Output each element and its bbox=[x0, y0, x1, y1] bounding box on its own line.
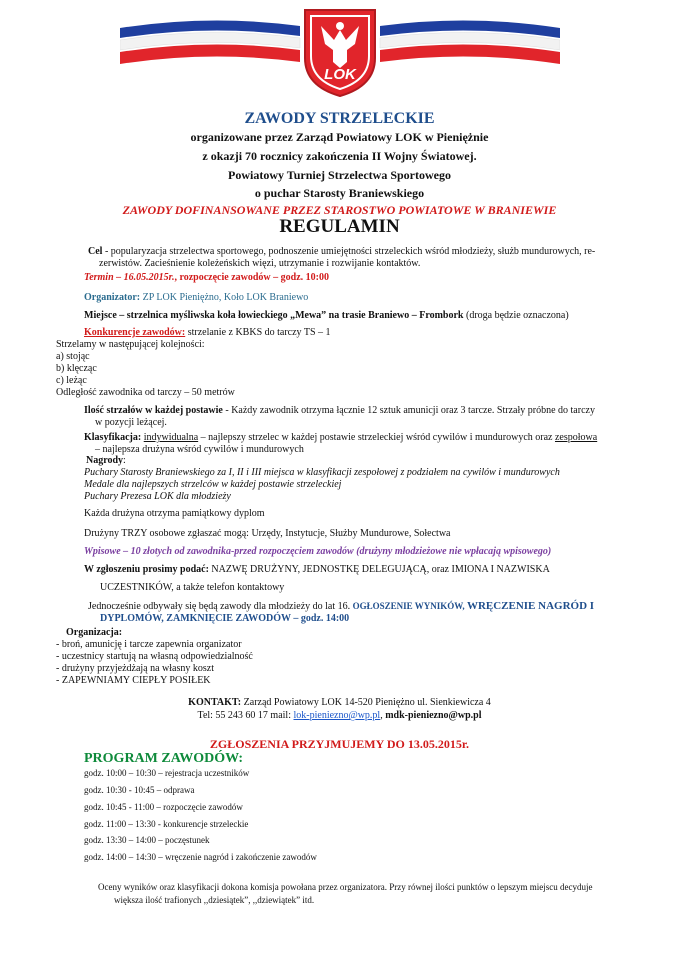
organizacja-label: Organizacja: bbox=[66, 627, 123, 638]
ilosc-line2: w pozycji leżącej. bbox=[95, 417, 167, 428]
ilosc-label: Ilość strzałów w każdej postawie bbox=[84, 405, 223, 416]
subtitle-organized: organizowane przez Zarząd Powiatowy LOK w Pieniężnie bbox=[190, 130, 489, 144]
position-item: c) leżąc bbox=[56, 375, 87, 386]
zgloszenia-deadline: ZGŁOSZENIA PRZYJMUJEMY DO 13.05.2015r. bbox=[209, 737, 470, 751]
kontakt-tel-line bbox=[0, 710, 679, 721]
logo-text: LOK bbox=[324, 66, 356, 83]
mail-link-lok[interactable]: lok-pieniezno@wp.pl bbox=[293, 710, 381, 721]
lok-logo bbox=[301, 6, 379, 98]
nagrody-heading bbox=[86, 455, 126, 466]
druzyny-text: Drużyny TRZY osobowe zgłaszać mogą: Urzędy, Instytucje, Służby Mundurowe, Sołectwa bbox=[84, 528, 451, 539]
position-item: b) klęcząc bbox=[56, 363, 97, 374]
miejsce-line bbox=[84, 310, 569, 321]
nagrody-item: Puchary Starosty Braniewskiego za I, II i III miejsca w klasyfikacji zespołowej z podziałem na cywilów i mundurowych bbox=[84, 467, 560, 478]
kontakt-line bbox=[0, 697, 679, 708]
position-item: a) stojąc bbox=[56, 351, 90, 362]
mlodziez-line1 bbox=[88, 600, 594, 612]
termin-label: Termin – 16.05.2015r. bbox=[84, 272, 175, 283]
kontakt-sep: , bbox=[380, 710, 386, 721]
oceny-line2: większa ilość trafionych ,,dziesiątek”, ,,dziewiątek” itd. bbox=[114, 895, 315, 905]
program-item: godz. 13:30 – 14:00 – poczęstunek bbox=[84, 835, 210, 845]
klasyfikacja-text1: – najlepszy strzelec w każdej postawie strzeleckiej wśród cywilów i mundurowych oraz bbox=[198, 432, 555, 443]
funded-notice: ZAWODY DOFINANSOWANE PRZEZ STAROSTWO POWIATOWE W BRANIEWIE bbox=[122, 203, 557, 217]
event-title: ZAWODY STRZELECKIE bbox=[244, 110, 435, 127]
distance-text: Odległość zawodnika od tarczy – 50 metrów bbox=[56, 387, 235, 398]
miejsce-text: (droga będzie oznaczona) bbox=[463, 310, 569, 321]
cel-line1 bbox=[88, 246, 595, 257]
kontakt-text: Zarząd Powiatowy LOK 14-520 Pieniężno ul. Sienkiewicza 4 bbox=[241, 697, 491, 708]
organizator-line bbox=[84, 292, 308, 303]
regulamin-heading: REGULAMIN bbox=[279, 216, 400, 237]
organizator-text: ZP LOK Pieniężno, Koło LOK Braniewo bbox=[140, 292, 309, 303]
nagrody-item: Puchary Prezesa LOK dla młodzieży bbox=[84, 491, 231, 502]
konkurencje-label: Konkurencje zawodów: bbox=[84, 327, 186, 338]
mlodziez-highlight2: WRĘCZENIE NAGRÓD I bbox=[466, 600, 595, 612]
zgloszenie-line1 bbox=[84, 564, 550, 575]
program-item: godz. 10:00 – 10:30 – rejestracja uczestników bbox=[84, 768, 250, 778]
konkurencje-line bbox=[84, 327, 331, 338]
klasyfikacja-line2: – najlepsza drużyna wśród cywilów i mundurowych bbox=[95, 444, 304, 455]
klasyfikacja-label: Klasyfikacja: bbox=[84, 432, 142, 443]
kontakt-label: KONTAKT: bbox=[188, 697, 242, 708]
organizator-label: Organizator: bbox=[84, 292, 141, 303]
nagrody-colon: : bbox=[123, 455, 126, 466]
termin-text: , rozpoczęcie zawodów – godz. 10:00 bbox=[174, 272, 329, 283]
termin-line bbox=[84, 272, 329, 283]
zgloszenie-line2: UCZESTNIKÓW, a także telefon kontaktowy bbox=[100, 582, 285, 593]
program-item: godz. 11:00 – 13:30 - konkurencje strzeleckie bbox=[84, 819, 249, 829]
nagrody-item: Medale dla najlepszych strzelców w każdej postawie strzeleckiej bbox=[84, 479, 342, 490]
kontakt-tel: Tel: 55 243 60 17 mail: bbox=[197, 710, 294, 721]
program-item: godz. 14:00 – 14:30 – wręczenie nagród i zakończenie zawodów bbox=[84, 852, 317, 862]
program-item: godz. 10:30 - 10:45 – odprawa bbox=[84, 785, 195, 795]
organizacja-item: - ZAPEWNIAMY CIEPŁY POSIŁEK bbox=[56, 675, 211, 686]
klasyfikacja-zesp: zespołowa bbox=[554, 432, 598, 443]
subtitle-cup: o puchar Starosty Braniewskiego bbox=[254, 186, 425, 200]
zgloszenie-label: W zgłoszeniu prosimy podać: bbox=[84, 564, 209, 575]
cel-text1: - popularyzacja strzelectwa sportowego, podnoszenie umiejętności strzeleckich wśród młodzieży, służb mundurowych, re- bbox=[102, 246, 596, 257]
miejsce-label: Miejsce – strzelnica myśliwska koła łowieckiego „Mewa” na trasie Braniewo – Frombork bbox=[84, 310, 464, 321]
program-title: PROGRAM ZAWODÓW: bbox=[84, 751, 244, 766]
nagrody-label: Nagrody bbox=[86, 455, 124, 466]
subtitle-occasion: z okazji 70 rocznicy zakończenia II Wojny Światowej. bbox=[202, 149, 477, 163]
organizacja-item: - uczestnicy startują na własną odpowiedzialność bbox=[56, 651, 253, 662]
cel-line2: zerwistów. Zacieśnienie koleżeńskich więzi, utrzymanie i rozwijanie kontaktów. bbox=[99, 258, 421, 269]
mlodziez-highlight1: OGŁOSZENIE WYNIKÓW, bbox=[352, 601, 467, 611]
program-item: godz. 10:45 - 11:00 – rozpoczęcie zawodów bbox=[84, 802, 243, 812]
klasyfikacja-ind: indywidualna bbox=[143, 432, 199, 443]
oceny-line1: Oceny wyników oraz klasyfikacji dokona komisja powołana przez organizatora. Przy równej ilości punktów o lepszym miejscu decyduje bbox=[98, 882, 593, 892]
zgloszenie-text1: NAZWĘ DRUŻYNY, JEDNOSTKĘ DELEGUJĄCĄ, oraz IMIONA I NAZWISKA bbox=[208, 564, 550, 575]
subtitle-tournament: Powiatowy Turniej Strzelectwa Sportowego bbox=[228, 168, 451, 182]
klasyfikacja-line1 bbox=[84, 432, 597, 443]
konkurencje-text: strzelanie z KBKS do tarczy TS – 1 bbox=[185, 327, 331, 338]
konkurencje-order: Strzelamy w następującej kolejności: bbox=[56, 339, 205, 350]
mlodziez-text: Jednocześnie odbywały się będą zawody dla młodzieży do lat 16. bbox=[88, 601, 353, 612]
dyplom-text: Każda drużyna otrzyma pamiątkowy dyplom bbox=[84, 508, 265, 519]
organizacja-item: - drużyny przyjeżdżają na własny koszt bbox=[56, 663, 214, 674]
organizacja-item: - broń, amunicję i tarcze zapewnia organizator bbox=[56, 639, 242, 650]
ilosc-line1 bbox=[84, 405, 595, 416]
wpisowe-text: Wpisowe – 10 złotych od zawodnika-przed rozpoczęciem zawodów (drużyny młodzieżowe nie wpłacają wpisowego) bbox=[84, 546, 552, 557]
mlodziez-line2: DYPLOMÓW, ZAMKNIĘCIE ZAWODÓW – godz. 14:00 bbox=[100, 613, 350, 624]
mail-mdk: mdk-pieniezno@wp.pl bbox=[385, 710, 482, 721]
cel-label: Cel bbox=[88, 246, 103, 257]
ilosc-text1: - Każdy zawodnik otrzyma łącznie 12 sztuk amunicji oraz 3 tarcze. Strzały próbne do tarczy bbox=[222, 405, 595, 416]
